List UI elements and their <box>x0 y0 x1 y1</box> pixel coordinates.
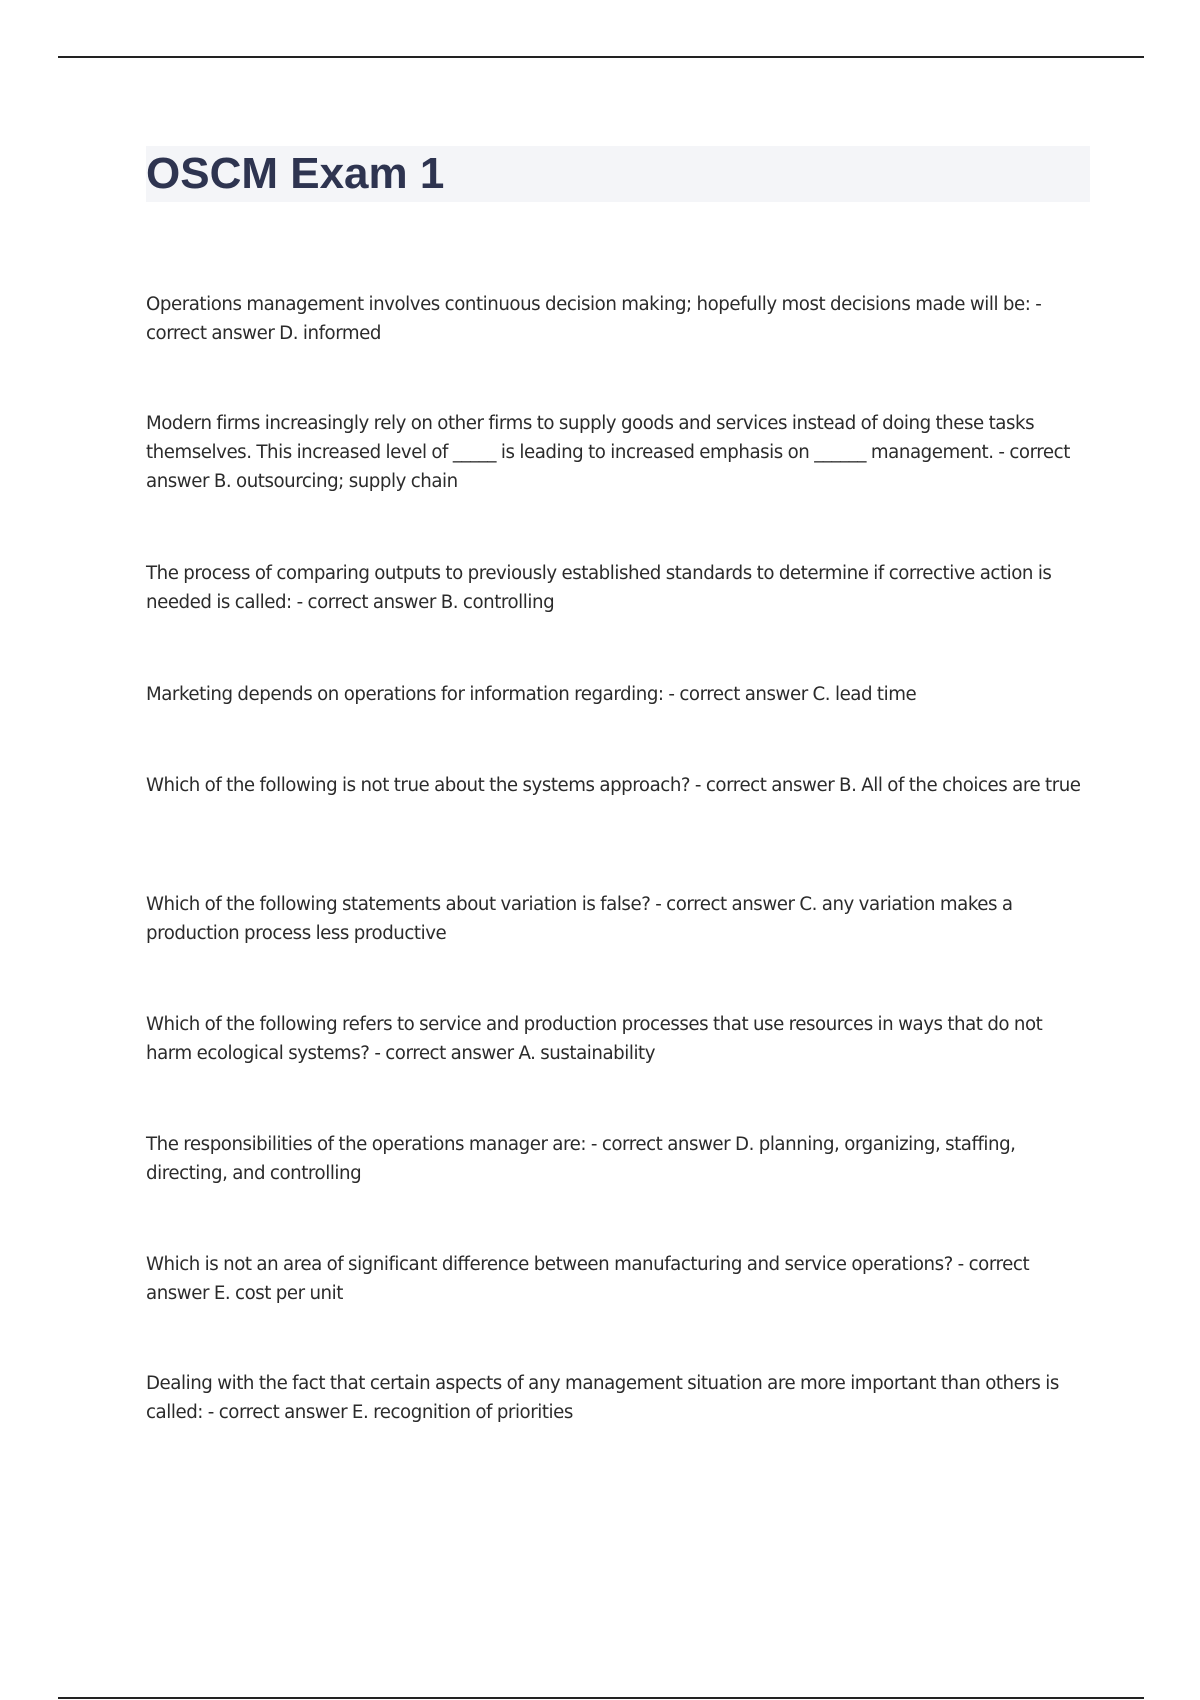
qa-item-4: Marketing depends on operations for information regarding: - correct answer C. lead time <box>146 684 917 705</box>
qa-item-5: Which of the following is not true about the systems approach? - correct answer B. All of the choices are true <box>146 775 1081 796</box>
qa-item-6: Which of the following statements about variation is false? - correct answer C. any variation makes a production process less productive <box>146 894 1013 944</box>
qa-item-3: The process of comparing outputs to previously established standards to determine if corrective action is needed is called: - correct answer B. controlling <box>146 563 1052 613</box>
qa-item-8: The responsibilities of the operations manager are: - correct answer D. planning, organizing, staffing, directing, and controlling <box>146 1134 1016 1184</box>
document-title: OSCM Exam 1 <box>146 149 445 198</box>
qa-item-10: Dealing with the fact that certain aspects of any management situation are more important than others is called: - correct answer E. recognition of priorities <box>146 1373 1059 1423</box>
top-rule <box>58 56 1144 58</box>
qa-item-7: Which of the following refers to service and production processes that use resources in ways that do not harm ecological systems? - correct answer A. sustainability <box>146 1014 1043 1064</box>
qa-item-2: Modern firms increasingly rely on other firms to supply goods and services instead of doing these tasks themselves. This increased level of _____ is leading to increased emphasis on ______ management. - correct answer B. outsourcing; supply chain <box>146 413 1070 492</box>
qa-item-9: Which is not an area of significant difference between manufacturing and service operations? - correct answer E. cost per unit <box>146 1254 1030 1304</box>
bottom-rule <box>58 1697 1144 1699</box>
qa-item-1: Operations management involves continuous decision making; hopefully most decisions made will be: - correct answer D. informed <box>146 294 1042 344</box>
